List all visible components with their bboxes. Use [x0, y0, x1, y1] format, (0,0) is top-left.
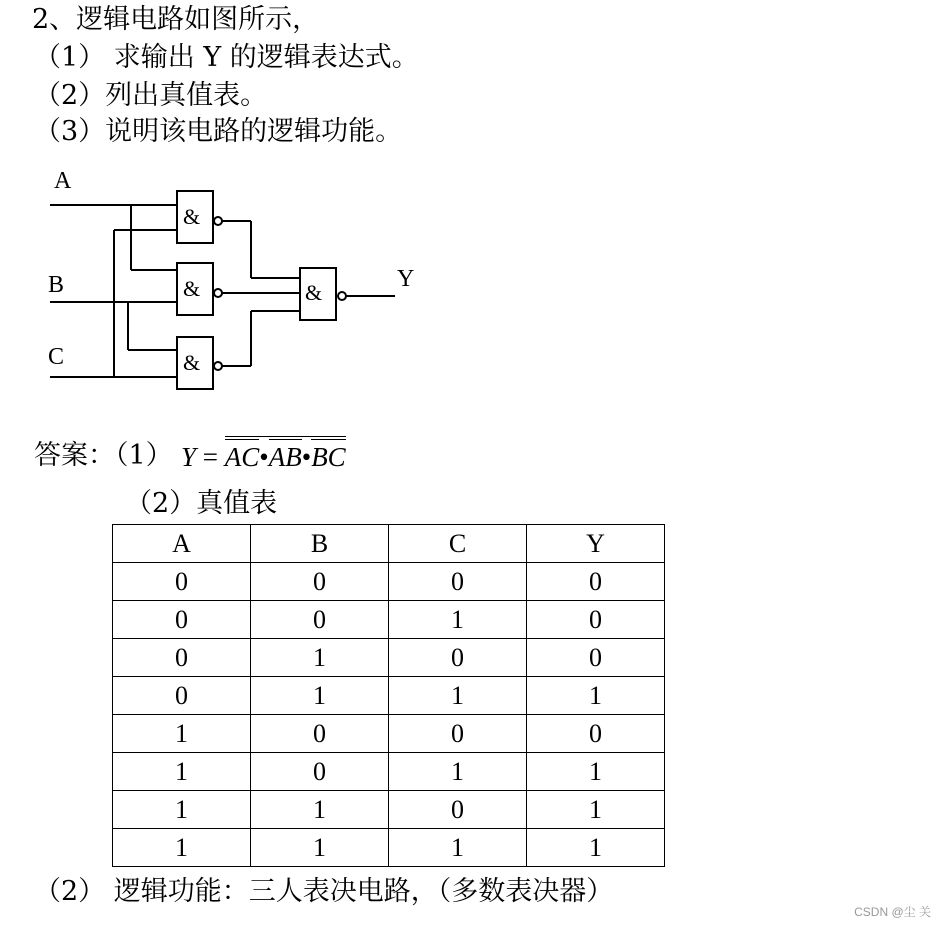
gate-1-symbol: &: [183, 204, 201, 229]
function-answer: （2） 逻辑功能：三人表决电路，（多数表决器）: [34, 876, 614, 907]
formula-dot-1: •: [259, 442, 269, 472]
answer-formula: [181, 436, 346, 473]
question-item-2: （2）列出真值表。: [34, 80, 268, 111]
gate-2-symbol: &: [183, 276, 201, 301]
gate-2-bubble: [214, 289, 222, 297]
truth-table-header-row: [113, 525, 665, 563]
formula-lhs: Y: [181, 442, 197, 472]
question-item-3: （3）说明该电路的逻辑功能。: [34, 116, 403, 147]
formula-term-3: BC: [311, 439, 346, 473]
answer-label: 答案：（1）: [34, 440, 173, 471]
logic-circuit-diagram: [0, 0, 947, 420]
gate-3-bubble: [214, 362, 222, 370]
truth-table: [112, 524, 665, 867]
gate-1-bubble: [214, 217, 222, 225]
formula-term-1: AC: [225, 439, 260, 473]
table-row: 1 1 0 1: [113, 791, 665, 829]
header-b: B: [251, 525, 389, 563]
gate-output-symbol: &: [305, 280, 323, 305]
question-title: 2、逻辑电路如图所示，: [32, 4, 320, 35]
header-c: C: [389, 525, 527, 563]
gate-output-bubble: [338, 292, 346, 300]
table-row: 1 0 1 1: [113, 753, 665, 791]
table-row: 1 1 1 1: [113, 829, 665, 867]
table-row: 0 1 1 1: [113, 677, 665, 715]
header-a: A: [113, 525, 251, 563]
table-row: 0 0 1 0: [113, 601, 665, 639]
input-label-a: A: [54, 168, 72, 194]
question-item-1: （1） 求输出 Y 的逻辑表达式。: [34, 42, 419, 73]
formula-dot-2: •: [301, 442, 312, 472]
header-y: Y: [527, 525, 665, 563]
table-row: 0 1 0 0: [113, 639, 665, 677]
table-row: 1 0 0 0: [113, 715, 665, 753]
truth-table-label: （2）真值表: [125, 488, 278, 519]
table-row: 0 0 0 0: [113, 563, 665, 601]
input-label-c: C: [48, 344, 65, 370]
gate-3-symbol: &: [183, 350, 201, 375]
formula-term-2: AB: [269, 439, 302, 473]
formula-outer-bar: [225, 436, 346, 473]
watermark: CSDN @尘 关: [854, 905, 931, 919]
formula-eq: =: [202, 442, 219, 472]
output-label-y: Y: [397, 266, 415, 292]
input-label-b: B: [48, 272, 65, 298]
